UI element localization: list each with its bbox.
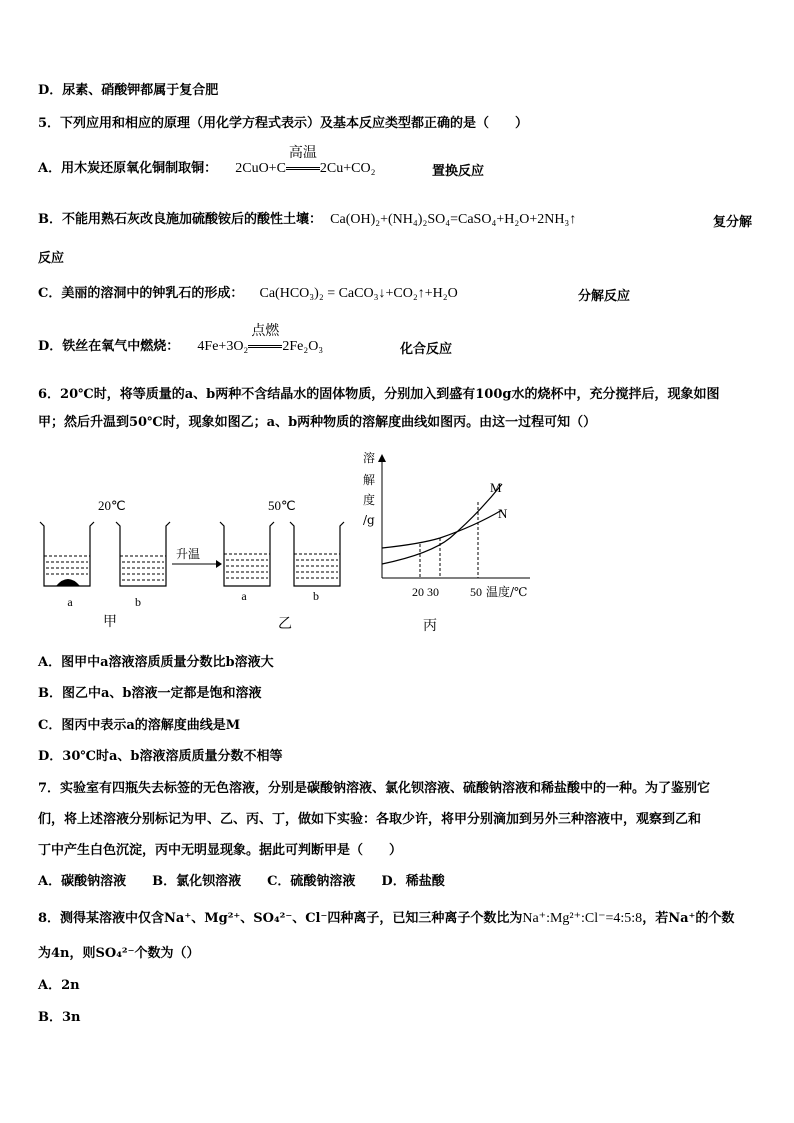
y-label-1: 溶	[363, 451, 376, 465]
curve-m-label: M	[490, 480, 502, 495]
q8-line-1	[38, 910, 734, 928]
curve-n-label: N	[498, 506, 508, 521]
label-50c: 50℃	[268, 498, 296, 513]
y-label-3: 度	[363, 493, 376, 507]
q5-d-type: 化合反应	[400, 342, 453, 357]
q5-a-type: 置换反应	[432, 164, 485, 179]
figure-jia-label: 甲	[103, 614, 117, 630]
q6-option-a: A．图甲中a溶液溶质质量分数比b溶液大	[38, 655, 274, 670]
figure-yi-label: 乙	[278, 616, 292, 632]
beaker-label-b1: b	[135, 595, 141, 609]
q5-option-c	[38, 285, 458, 303]
q5-option-d	[38, 323, 324, 356]
label-20c: 20℃	[98, 498, 126, 513]
q6-option-d: D．30℃时a、b溶液溶质质量分数不相等	[38, 749, 283, 764]
q8-line-2: 为4n，则SO₄²⁻个数为（）	[38, 946, 200, 961]
q5-d-label: D．铁丝在氧气中燃烧：	[38, 339, 180, 354]
q5-d-eq-right: 2Fe₂O₃	[282, 339, 324, 354]
q5-option-b	[38, 211, 576, 229]
x-ticks-20-30: 20 30	[412, 585, 439, 599]
q5-c-label: C．美丽的溶洞中的钟乳石的形成：	[38, 286, 244, 301]
q8-line-1-text: 8．测得某溶液中仅含Na⁺、Mg²⁺、SO₄²⁻、Cl⁻四种离子，已知三种离子个数比为	[38, 911, 523, 926]
q8-ratio: Na⁺:Mg²⁺:Cl⁻=4:5:8	[522, 911, 643, 926]
beaker-jia-a	[40, 522, 94, 586]
q5-c-eq: Ca(HCO₃)₂ = CaCO₃↓+CO₂↑+H₂O	[259, 286, 458, 301]
q7-options: A．碳酸钠溶液 B．氯化钡溶液 C．硫酸钠溶液 D．稀盐酸	[38, 874, 445, 889]
q8-option-b: B．3n	[38, 1010, 81, 1025]
beaker-jia-b	[116, 522, 170, 586]
x-axis-label: 温度/℃	[486, 585, 528, 599]
arrow-right-icon	[216, 560, 222, 568]
q5-b-label: B．不能用熟石灰改良施加硫酸铵后的酸性土壤：	[38, 212, 322, 227]
q6-figure	[30, 440, 560, 640]
curve-m	[382, 484, 502, 564]
q5-a-eq-left: 2CuO+C	[235, 161, 286, 176]
q6-stem-1: 6．20℃时，将等质量的a、b两种不含结晶水的固体物质，分别加入到盛有100g水的烧杯中，充分搅拌后，现象如图	[38, 387, 720, 402]
q8-option-a: A．2n	[38, 978, 80, 993]
q5-a-eq-right: 2Cu+CO₂	[319, 161, 376, 176]
curve-n	[382, 510, 502, 548]
q5-stem: 5．下列应用和相应的原理（用化学方程式表示）及基本反应类型都正确的是（ ）	[38, 116, 529, 131]
q7-line-2: 们，将上述溶液分别标记为甲、乙、丙、丁，做如下实验：各取少许，将甲分别滴加到另外三种溶液中，观察到乙和	[38, 812, 702, 827]
q5-b-eq: Ca(OH)₂+(NH₄)₂SO₄=CaSO₄+H₂O+2NH₃↑	[330, 212, 577, 227]
q5-b-type: 复分解	[713, 215, 753, 230]
beaker-yi-a	[220, 522, 274, 586]
q5-d-eq-left: 4Fe+3O₂	[197, 339, 249, 354]
q6-option-c: C．图丙中表示a的溶解度曲线是M	[38, 718, 241, 733]
q5-b-type-cont: 反应	[38, 251, 65, 266]
beaker-label-b2: b	[313, 589, 319, 603]
figure-bing-label: 丙	[423, 618, 437, 634]
q5-a-label: A．用木炭还原氧化铜制取铜：	[38, 161, 218, 176]
q8-line-1-tail: ，若Na⁺的个数	[642, 911, 735, 926]
q4-option-d: D．尿素、硝酸钾都属于复合肥	[38, 83, 219, 98]
q7-line-1: 7．实验室有四瓶失去标签的无色溶液，分别是碳酸钠溶液、氯化钡溶液、硫酸钠溶液和稀盐酸中的一种。为了鉴别它	[38, 781, 711, 796]
q7-line-3: 丁中产生白色沉淀，丙中无明显现象。据此可判断甲是（ ）	[38, 843, 403, 858]
q6-stem-2: 甲；然后升温到50℃时，现象如图乙；a、b两种物质的溶解度曲线如图丙。由这一过程可知（）	[38, 415, 597, 430]
y-label-4: /g	[363, 513, 375, 527]
beaker-label-a2: a	[241, 589, 247, 603]
q6-option-b: B．图乙中a、b溶液一定都是饱和溶液	[38, 686, 262, 701]
q5-c-type: 分解反应	[578, 289, 631, 304]
beaker-yi-b	[290, 522, 344, 586]
y-label-2: 解	[363, 473, 376, 487]
solubility-chart	[363, 450, 530, 634]
arrow-label: 升温	[175, 547, 201, 561]
beaker-label-a1: a	[67, 595, 73, 609]
x-tick-50: 50	[470, 585, 482, 599]
q5-a-condition: 高温	[286, 160, 320, 178]
q5-d-condition: 点燃	[248, 338, 282, 356]
q5-option-a	[38, 145, 376, 178]
